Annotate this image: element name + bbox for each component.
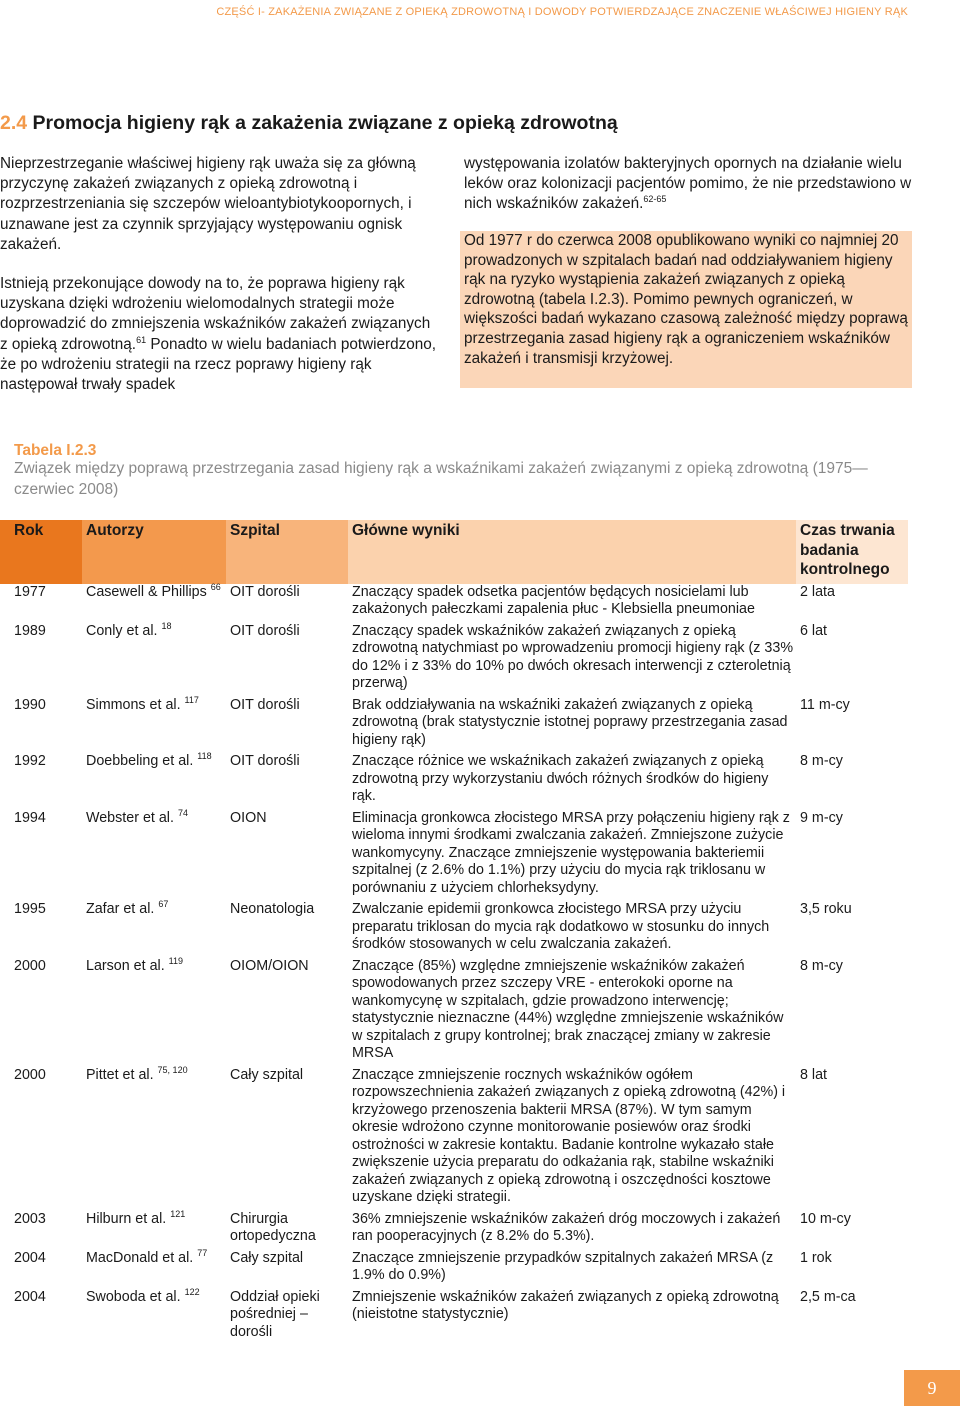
left-paragraph-1: Nieprzestrzeganie właściwej higieny rąk uważa się za główną przyczynę zakażeń związanych z opieką zdrowotną i rozprzestrzeniania się szczepów wieloantybiotykoopornych, i uznawane jest za czynnik sprzyjający występowaniu ognisk zakażeń. (0, 155, 416, 253)
header-hospital: Szpital (226, 520, 348, 584)
cell-authors (82, 1064, 226, 1211)
author-name: Pittet et al. (86, 1066, 154, 1083)
citation-ref: 122 (184, 1286, 200, 1297)
cell-hospital: OIT dorośli (230, 583, 300, 600)
cell-year: 1994 (14, 809, 46, 826)
table-row (0, 1250, 908, 1289)
author-name: Zafar et al. (86, 901, 155, 917)
header-duration: Czas trwania badania kontrolnego (796, 520, 908, 584)
cell-results: Znaczące zmniejszenie rocznych wskaźników ogółem rozpowszechnienia zakażeń związanych z opieką zdrowotną (42%) i krzyżowego przenoszenia bakterii MRSA (87%). W tym samym okresie wdrożono czynne monitorowanie posiewów oraz środki ostrożności w zakresie kontaktu. Badanie kontrolne wykazało stałe zwiększenie użycia preparatu do odkażania rąk, stabilne wskaźniki zakażeń związanych z opieką zdrowotną i oszczędności kosztowe uzyskane dzięki strategii. (352, 1066, 786, 1205)
citation-ref: 74 (177, 807, 188, 818)
author-name: Swoboda et al. (86, 1288, 181, 1305)
author-name: Conly et al. (86, 622, 158, 639)
author-name: Casewell & Phillips (86, 583, 207, 600)
cell-hospital: OION (230, 809, 267, 826)
cell-year: 2004 (14, 1249, 46, 1266)
cell-authors (82, 807, 226, 902)
cell-duration: 8 lat (800, 1066, 828, 1083)
header-results: Główne wyniki (348, 520, 796, 584)
cell-duration: 6 lat (800, 622, 828, 639)
cell-authors (82, 1208, 226, 1250)
table-label: Tabela I.2.3 (14, 442, 97, 459)
cell-results: Znaczące (85%) względne zmniejszenie wskaźników zakażeń spowodowanych przez szczepy VRE - enterokoki oporne na wankomycynę w szpitalach, gdzie prowadzono interwencję; statystycznie nieznaczne (44%) względne zmniejszenie wskaźników w szpitalach z grupy kontrolnej; brak znaczącej zmiany w zakresie MRSA (352, 957, 784, 1061)
cell-duration: 8 m-cy (800, 753, 843, 769)
cell-authors (82, 955, 226, 1067)
citation-ref: 67 (158, 899, 169, 909)
cell-hospital: Cały szpital (230, 1066, 304, 1083)
cell-results: Eliminacja gronkowca złocistego MRSA przy połączeniu higieny rąk z wieloma innymi środkami zwalczania zakażeń. Zmniejszone zużycie wankomycyny. Znaczące zmniejszenie występowania bakteriemii szpitalnej (z 2.6% do 1.1%) przy użyciu do mycia rąk triklosanu w porównaniu z użyciem chlorheksydyny. (352, 809, 790, 896)
table-row (0, 1289, 908, 1346)
cell-year: 1977 (14, 583, 46, 600)
cell-year: 2000 (14, 957, 46, 974)
section-title: Promocja higieny rąk a zakażenia związane z opieką zdrowotną (27, 112, 618, 134)
table-title: Związek między poprawą przestrzegania zasad higieny rąk a wskaźnikami zakażeń związanymi z opieką zdrowotną (1975— czerwiec 2008) (14, 460, 868, 498)
cell-hospital: OIT dorośli (230, 622, 300, 639)
header-authors: Autorzy (82, 520, 226, 584)
highlight-box: Od 1977 r do czerwca 2008 opublikowano wyniki co najmniej 20 prowadzonych w szpitalach badań nad oddziaływaniem higieny rąk na ryzyko wystąpienia zakażeń związanych z opieką zdrowotną (tabela I.2.3). Pomimo pewnych ograniczeń, w większości badań wykazano czasową zależność między poprawą przestrzegania zasad higieny rąk a ograniczeniem wskaźników zakażeń i transmisji krzyżowej. (460, 231, 912, 388)
author-name: Webster et al. (86, 809, 174, 826)
cell-authors (82, 1247, 226, 1289)
cell-authors (82, 581, 226, 623)
cell-results: Znaczący spadek odsetka pacjentów będących nosicielami lub zakażonych pałeczkami zapalenia płuc - Klebsiella pneumoniae (352, 583, 755, 617)
cell-results: 36% zmniejszenie wskaźników zakażeń dróg moczowych i zakażeń ran pooperacyjnych (z 8.2% do 5.3%). (352, 1210, 781, 1244)
cell-hospital: Chirurgia ortopedyczna (230, 1210, 316, 1244)
cell-duration: 9 m-cy (800, 809, 843, 826)
cell-duration: 3,5 roku (800, 901, 852, 917)
cell-results: Znaczące różnice we wskaźnikach zakażeń związanych z opieką zdrowotną przy wykorzystaniu dwóch różnych środków do higieny rąk. (352, 753, 769, 804)
section-heading (0, 112, 618, 135)
section-number: 2.4 (0, 112, 28, 134)
cell-duration: 2 lata (800, 583, 835, 600)
cell-duration: 1 rok (800, 1249, 832, 1266)
table-row (0, 623, 908, 697)
citation-ref: 121 (170, 1208, 186, 1219)
table-row (0, 753, 908, 810)
author-name: Hilburn et al. (86, 1210, 167, 1227)
cell-year: 2004 (14, 1288, 46, 1305)
left-paragraph-2 (0, 274, 438, 395)
table-row (0, 697, 908, 754)
citation-ref: 61 (136, 334, 147, 345)
citation-ref: 117 (184, 694, 199, 705)
table-row (0, 1067, 908, 1211)
table-row (0, 901, 908, 958)
cell-results: Znaczące zmniejszenie przypadków szpitalnych zakażeń MRSA (z 1.9% do 0.9%) (352, 1249, 774, 1283)
cell-year: 1990 (14, 696, 46, 713)
cell-authors (82, 694, 226, 754)
cell-hospital: Oddział opieki pośredniej – dorośli (230, 1288, 320, 1340)
table-body (0, 581, 908, 1346)
author-name: MacDonald et al. (86, 1249, 194, 1266)
table-row (0, 958, 908, 1067)
table-row (0, 1211, 908, 1250)
cell-duration: 10 m-cy (800, 1210, 851, 1227)
author-name: Larson et al. (86, 957, 165, 974)
citation-ref: 77 (197, 1247, 208, 1258)
cell-authors (82, 753, 226, 810)
header-year: Rok (0, 520, 82, 584)
right-paragraph-1-text: występowania izolatów bakteryjnych opornych na działanie wielu leków oraz kolonizacji pacjentów pomimo, że nie przedstawiono w nich wskaźników zakażeń. (464, 155, 912, 213)
running-header: CZĘŚĆ I- ZAKAŻENIA ZWIĄZANE Z OPIEKĄ ZDROWOTNĄ I DOWODY POTWIERDZAJĄCE ZNACZENIE WŁAŚCIWEJ HIGIENY RĄK (216, 6, 908, 18)
cell-year: 2003 (14, 1210, 46, 1227)
cell-results: Znaczący spadek wskaźników zakażeń związanych z opieką zdrowotną natychmiast po wprowadzeniu promocji higieny rąk (z 33% do 12% i z 33% do 10% po dwóch okresach interwencji z czteroletnią przerwą) (352, 622, 794, 691)
citation-ref: 119 (168, 955, 184, 966)
cell-year: 1995 (14, 901, 46, 917)
cell-hospital: OIOM/OION (230, 957, 309, 974)
cell-authors (82, 901, 226, 958)
cell-results: Zwalczanie epidemii gronkowca złocistego MRSA przy użyciu preparatu triklosan do mycia rąk dodatkowo w stosunku do innych środków stosowanych w celu zwalczania zakażeń. (352, 901, 770, 952)
cell-year: 1989 (14, 622, 46, 639)
left-paragraph-2-text-b: Ponadto w wielu badaniach potwierdzono, że po wdrożeniu strategii na rzecz poprawy higieny rąk następował trwały spadek (0, 335, 437, 394)
cell-results: Brak oddziaływania na wskaźniki zakażeń związanych z opieką zdrowotną (brak statystycznie istotnej poprawy przestrzegania zasad higieny rąk) (352, 696, 788, 748)
right-column (464, 154, 912, 233)
studies-table (0, 520, 908, 1345)
table-row (0, 584, 908, 623)
cell-authors (82, 1286, 226, 1346)
citation-ref: 62-65 (643, 194, 667, 205)
author-name: Simmons et al. (86, 696, 181, 713)
citation-ref: 75, 120 (157, 1064, 188, 1075)
cell-duration: 11 m-cy (800, 696, 850, 713)
table-header-row (0, 520, 908, 584)
right-paragraph-1 (464, 154, 912, 215)
citation-ref: 18 (161, 620, 172, 631)
table-row (0, 810, 908, 902)
cell-hospital: OIT dorośli (230, 753, 300, 769)
cell-year: 2000 (14, 1066, 46, 1083)
cell-duration: 2,5 m-ca (800, 1288, 856, 1305)
cell-year: 1992 (14, 753, 46, 769)
cell-hospital: Neonatologia (230, 901, 315, 917)
cell-hospital: OIT dorośli (230, 696, 300, 713)
cell-hospital: Cały szpital (230, 1249, 304, 1266)
cell-authors (82, 620, 226, 697)
author-name: Doebbeling et al. (86, 753, 194, 769)
left-column (0, 154, 438, 414)
cell-duration: 8 m-cy (800, 957, 843, 974)
left-paragraph-2-text-a: Istnieją przekonujące dowody na to, że poprawa higieny rąk uzyskana dzięki wdrożeniu wielomodalnych strategii może doprowadzić do zmniejszenia wskaźników zakażeń związanych z opieką zdrowotną. (0, 275, 431, 353)
cell-results: Zmniejszenie wskaźników zakażeń związanych z opieką zdrowotną (nieistotne statystycznie) (352, 1288, 779, 1322)
page-number: 9 (904, 1370, 960, 1406)
citation-ref: 66 (210, 581, 221, 592)
citation-ref: 118 (197, 751, 212, 761)
